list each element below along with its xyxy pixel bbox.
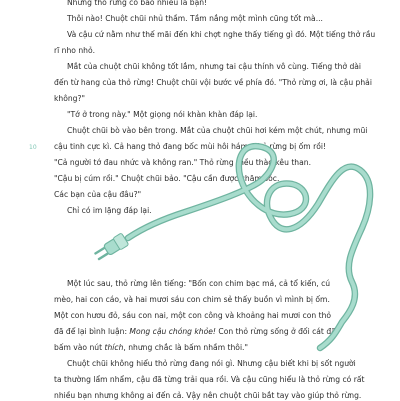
text-line: ta thường lẩm nhẩm, cậu đã từng trải qua rồi. Và cậu cũng hiểu là thỏ rừng có rất bbox=[54, 375, 365, 384]
text-line: "Cả người tớ đau nhức và không ran." Thỏ rừng thều thào kêu than. bbox=[54, 158, 311, 167]
text-line: rĩ nho nhỏ. bbox=[54, 46, 96, 55]
text-line: Một lúc sau, thỏ rừng lên tiếng: "Bốn con chim bạc má, cả tổ kiến, cú bbox=[67, 279, 331, 288]
text-line: nhiều bạn nhưng không ai đến cả. Vậy nên chuột chũi bắt tay vào giúp thỏ rừng. bbox=[54, 391, 362, 400]
emphasis-text: thích bbox=[104, 343, 124, 352]
text-line: cậu tinh cực kì. Cả hang thỏ đang bốc mùi hôi hám. Thỏ rừng bị ốm rồi! bbox=[54, 142, 327, 151]
text-line: Một con hươu đỏ, sáu con nai, một con công và khoảng hai mươi con thỏ bbox=[54, 311, 332, 320]
emphasis-text: Mong cậu chóng khỏe! bbox=[129, 327, 216, 336]
cable-fill-stroke bbox=[128, 146, 370, 348]
text-line: đã để lại bình luận: Mong cậu chóng khỏe! Con thỏ rừng sống ở đối cát đã bbox=[54, 327, 336, 336]
text-line: Nhưng thỏ rừng có bao nhiêu là bạn! bbox=[67, 0, 208, 7]
page-margin-number: 10 bbox=[29, 144, 37, 151]
text-line: Thôi nào! Chuột chũi nhủ thầm. Tầm nắng một mình cũng tốt mà... bbox=[67, 14, 323, 23]
text-line: Mắt của chuột chũi không tốt lắm, nhưng tai cậu thính vô cùng. Tiếng thở dài bbox=[67, 62, 362, 71]
plug-head bbox=[93, 233, 129, 263]
text-line: Chuột chũi bò vào bên trong. Mắt của chuột chũi hơi kém một chút, nhưng mũi bbox=[67, 126, 368, 135]
text-line: "Cậu bị cúm rồi." Chuột chũi bảo. "Cậu cần được chăm sóc. bbox=[54, 174, 280, 183]
text-line: Chuột chũi không hiểu thỏ rừng đang nói gì. Nhưng cậu biết khi bị sốt người bbox=[67, 359, 356, 368]
text-line: Chỉ có im lặng đáp lại. bbox=[67, 206, 152, 215]
text-line: "Tớ ở trong này." Một giọng nói khàn khàn đáp lại. bbox=[67, 110, 258, 119]
text-line: đến từ hang của thỏ rừng! Chuột chũi vội bước về phía đó. "Thỏ rừng ơi, là cậu phải bbox=[54, 78, 372, 87]
text-line: bấm vào nút thích, nhưng chắc là bấm nhầm thôi." bbox=[54, 343, 248, 352]
text-line: mèo, hai con cáo, và hai mươi sáu con chim sẻ thấy buồn vì mình bị ốm. bbox=[54, 295, 330, 304]
text-line: không?" bbox=[54, 94, 86, 103]
text-line: Và cậu cứ nằm như thế mãi đến khi chợt nghe thấy tiếng gì đó. Một tiếng thở rầu bbox=[67, 30, 376, 39]
text-line: Các bạn của cậu đâu?" bbox=[54, 190, 142, 199]
